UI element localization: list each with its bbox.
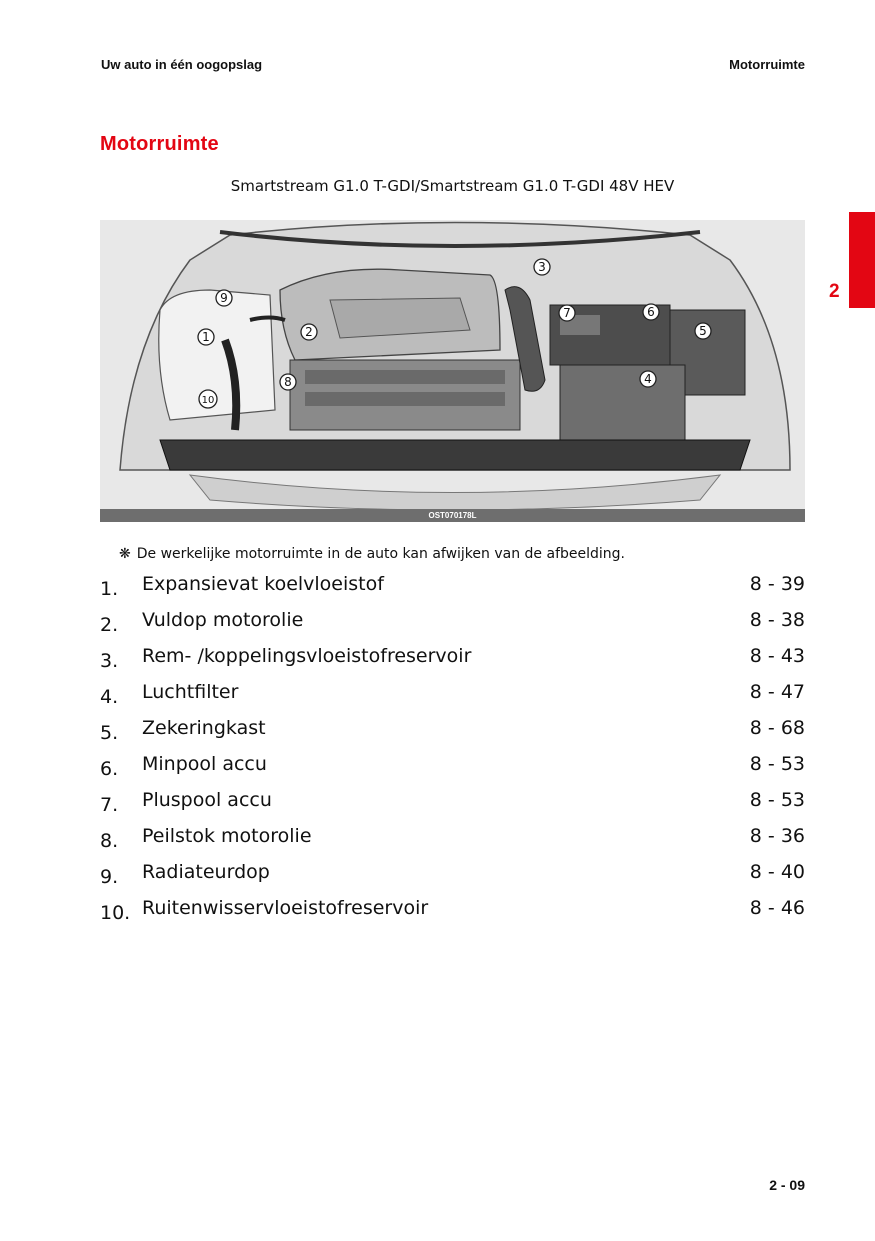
item-page-ref: 8 - 43 [749,645,805,667]
list-item [100,860,805,896]
item-number: 3. [100,650,119,672]
item-number: 2. [100,614,119,636]
callout-10 [199,390,217,408]
item-number: 4. [100,686,119,708]
component-list [100,572,805,932]
item-page-ref: 8 - 39 [749,573,805,595]
callout-5 [695,323,711,339]
chapter-tab [849,212,875,308]
engine-subtitle: Smartstream G1.0 T-GDI/Smartstream G1.0 T-GDI 48V HEV [230,177,675,195]
item-number: 5. [100,722,119,744]
engine-bay-illustration [100,220,805,522]
svg-text:5: 5 [699,324,707,338]
item-page-ref: 8 - 46 [749,897,805,919]
callout-2 [301,324,317,340]
callout-9 [216,290,232,306]
svg-text:10: 10 [201,395,215,406]
page-title: Motorruimte [100,133,219,155]
note-text: De werkelijke motorruimte in de auto kan afwijken van de afbeelding. [136,546,625,562]
item-label: Vuldop motorolie [142,609,304,631]
item-page-ref: 8 - 40 [749,861,805,883]
callout-1 [198,329,214,345]
item-label: Peilstok motorolie [142,825,312,847]
callout-8 [280,374,296,390]
list-item [100,680,805,716]
item-number: 10. [100,902,131,924]
svg-text:3: 3 [538,260,546,274]
item-label: Minpool accu [142,753,267,775]
item-page-ref: 8 - 68 [749,717,805,739]
list-item [100,716,805,752]
item-page-ref: 8 - 53 [749,753,805,775]
item-number: 6. [100,758,119,780]
item-page-ref: 8 - 36 [749,825,805,847]
svg-text:7: 7 [563,306,571,320]
item-number: 9. [100,866,119,888]
item-page-ref: 8 - 47 [749,681,805,703]
item-page-ref: 8 - 53 [749,789,805,811]
item-label: Expansievat koelvloeistof [142,573,384,595]
item-label: Pluspool accu [142,789,272,811]
running-header-left: Uw auto in één oogopslag [101,57,263,72]
chapter-tab-number: 2 [829,281,840,302]
svg-text:6: 6 [647,305,655,319]
callout-6 [643,304,659,320]
item-label: Luchtfilter [142,681,239,703]
list-item [100,608,805,644]
callout-7 [559,305,575,321]
list-item [100,896,805,932]
item-label: Zekeringkast [142,717,266,739]
engine-bay-drawing [100,220,805,509]
item-label: Ruitenwisservloeistofreservoir [142,897,429,919]
list-item [100,824,805,860]
list-item [100,644,805,680]
svg-text:8: 8 [284,375,292,389]
callout-4 [640,371,656,387]
note-symbol: ❋ [119,546,131,562]
figure-caption: OST070178L [100,509,805,522]
list-item [100,752,805,788]
callout-3 [534,259,550,275]
disclaimer-note [119,546,625,562]
list-item [100,572,805,608]
item-page-ref: 8 - 38 [749,609,805,631]
svg-text:9: 9 [220,291,228,305]
svg-text:1: 1 [202,330,210,344]
item-number: 1. [100,578,119,600]
item-number: 7. [100,794,119,816]
page-number: 2 - 09 [769,1177,805,1193]
svg-text:2: 2 [305,325,313,339]
running-header-right: Motorruimte [729,57,805,72]
svg-text:4: 4 [644,372,652,386]
list-item [100,788,805,824]
item-label: Radiateurdop [142,861,270,883]
item-number: 8. [100,830,119,852]
item-label: Rem- /koppelingsvloeistofreservoir [142,645,472,667]
